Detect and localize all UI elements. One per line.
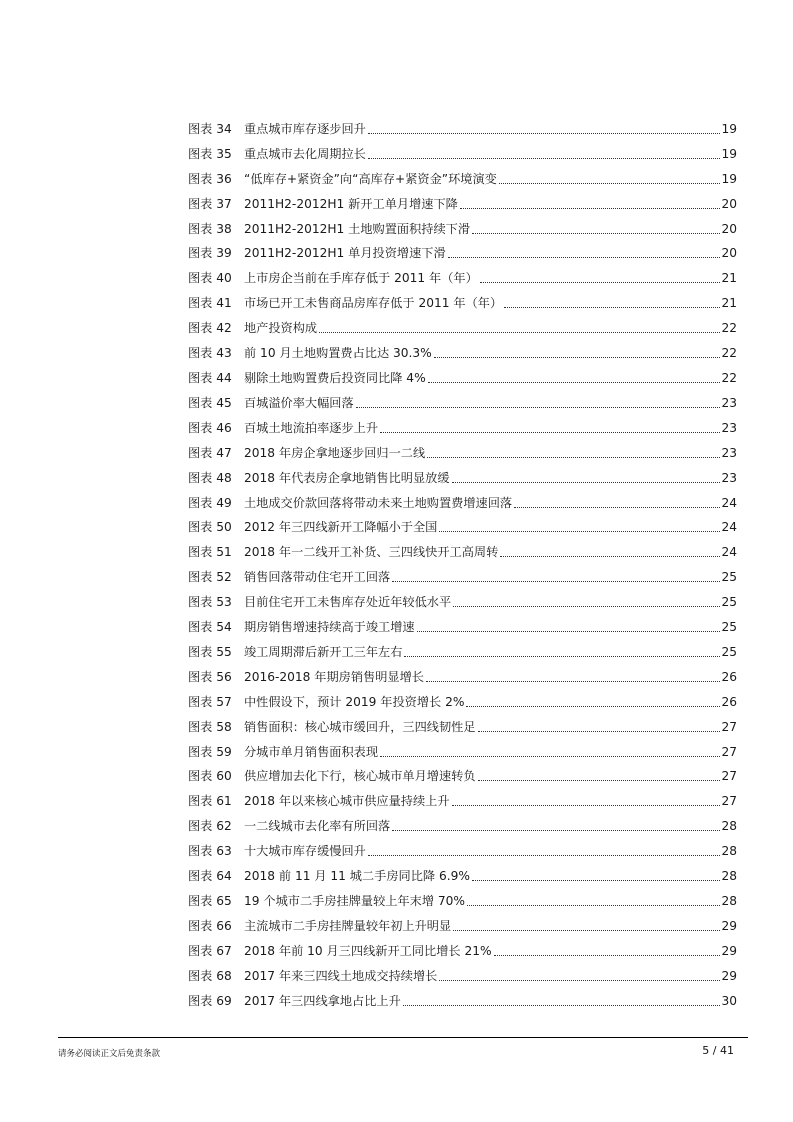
toc-leader-dots: [472, 232, 720, 234]
toc-entry-label: 图表 51: [188, 545, 232, 560]
toc-entry-label: 图表 54: [188, 620, 232, 635]
toc-entry-page: 19: [721, 146, 737, 161]
toc-entry[interactable]: [188, 137, 737, 162]
toc-entry-label: 图表 62: [188, 819, 232, 834]
toc-entry-label: 图表 68: [188, 968, 232, 983]
toc-leader-dots: [380, 431, 720, 433]
toc-leader-dots: [403, 1004, 721, 1006]
toc-entry-page: 23: [721, 445, 737, 460]
toc-entry-page: 29: [721, 918, 737, 933]
toc-leader-dots: [478, 779, 721, 781]
toc-leader-dots: [368, 854, 721, 856]
toc-entry[interactable]: [188, 809, 737, 834]
toc-entry[interactable]: [188, 112, 737, 137]
toc-entry[interactable]: [188, 735, 737, 760]
toc-leader-dots: [380, 755, 720, 757]
toc-entry-page: 24: [721, 520, 737, 535]
toc-entry[interactable]: [188, 834, 737, 859]
toc-entry-label: 图表 53: [188, 595, 232, 610]
toc-entry-label: 图表 40: [188, 271, 232, 286]
footer-disclaimer: 请务必阅读正文后免责条款: [58, 1049, 161, 1059]
toc-entry-title: 2018 年一二线开工补货、三四线快开工高周转: [244, 545, 499, 560]
toc-entry-page: 21: [721, 296, 737, 311]
toc-entry[interactable]: [188, 784, 737, 809]
toc-leader-dots: [460, 207, 721, 209]
toc-entry[interactable]: [188, 336, 737, 361]
toc-leader-dots: [514, 506, 720, 508]
toc-leader-dots: [439, 979, 720, 981]
toc-entry[interactable]: [188, 386, 737, 411]
toc-entry-label: 图表 44: [188, 370, 232, 385]
toc-entry-title: 供应增加去化下行，核心城市单月增速转负: [244, 769, 476, 784]
toc-entry[interactable]: [188, 760, 737, 785]
toc-entry-label: 图表 66: [188, 918, 232, 933]
toc-entry-page: 27: [721, 794, 737, 809]
toc-entry-label: 图表 43: [188, 346, 232, 361]
toc-entry-label: 图表 42: [188, 321, 232, 336]
toc-leader-dots: [499, 182, 721, 184]
toc-leader-dots: [319, 331, 720, 333]
toc-entry-page: 22: [721, 321, 737, 336]
toc-leader-dots: [428, 381, 721, 383]
toc-leader-dots: [467, 904, 721, 906]
toc-entry-title: 分城市单月销售面积表现: [244, 744, 379, 759]
toc-entry-title: 重点城市去化周期拉长: [244, 146, 366, 161]
toc-entry-title: 2017 年来三四线土地成交持续增长: [244, 968, 438, 983]
toc-entry-title: 重点城市库存逐步回升: [244, 121, 366, 136]
toc-entry-page: 24: [721, 545, 737, 560]
toc-leader-dots: [448, 256, 721, 258]
toc-entry-page: 22: [721, 370, 737, 385]
toc-entry-page: 25: [721, 595, 737, 610]
toc-entry-label: 图表 49: [188, 495, 232, 510]
toc-entry[interactable]: [188, 560, 737, 585]
toc-entry[interactable]: [188, 610, 737, 635]
toc-entry-page: 27: [721, 769, 737, 784]
toc-entry[interactable]: [188, 212, 737, 237]
toc-leader-dots: [480, 281, 721, 283]
toc-entry-title: 2018 年以来核心城市供应量持续上升: [244, 794, 450, 809]
toc-entry[interactable]: [188, 311, 737, 336]
toc-leader-dots: [426, 680, 720, 682]
toc-entry[interactable]: [188, 237, 737, 262]
toc-leader-dots: [434, 356, 721, 358]
toc-entry-title: 百城土地流拍率逐步上升: [244, 420, 379, 435]
toc-entry-page: 25: [721, 620, 737, 635]
toc-entry-title: 中性假设下，预计 2019 年投资增长 2%: [244, 694, 465, 709]
toc-entry-page: 26: [721, 694, 737, 709]
toc-entry-title: 十大城市库存缓慢回升: [244, 844, 366, 859]
toc-entry[interactable]: [188, 859, 737, 884]
toc-entry-label: 图表 50: [188, 520, 232, 535]
toc-entry-page: 19: [721, 171, 737, 186]
toc-entry[interactable]: [188, 585, 737, 610]
toc-entry-page: 22: [721, 346, 737, 361]
toc-entry-title: 2018 年前 10 月三四线新开工同比增长 21%: [244, 943, 492, 958]
toc-entry[interactable]: [188, 162, 737, 187]
toc-entry-label: 图表 48: [188, 470, 232, 485]
toc-entry[interactable]: [188, 884, 737, 909]
toc-entry[interactable]: [188, 486, 737, 511]
toc-entry-label: 图表 67: [188, 943, 232, 958]
toc-leader-dots: [417, 630, 721, 632]
toc-entry-label: 图表 61: [188, 794, 232, 809]
toc-entry-page: 30: [721, 993, 737, 1008]
toc-entry-title: 2011H2-2012H1 新开工单月增速下降: [244, 196, 458, 211]
toc-leader-dots: [368, 132, 721, 134]
toc-leader-dots: [504, 306, 720, 308]
toc-entry-title: 地产投资构成: [244, 321, 318, 336]
toc-entry-title: 前 10 月土地购置费占比达 30.3%: [244, 346, 432, 361]
toc-entry-title: 2018 年代表房企拿地销售比明显放缓: [244, 470, 450, 485]
toc-entry-title: 2011H2-2012H1 单月投资增速下滑: [244, 246, 446, 261]
footer-divider: [58, 1037, 748, 1038]
toc-entry-label: 图表 38: [188, 221, 232, 236]
toc-entry-label: 图表 56: [188, 669, 232, 684]
toc-entry-page: 27: [721, 719, 737, 734]
toc-entry-label: 图表 52: [188, 570, 232, 585]
toc-leader-dots: [453, 605, 720, 607]
toc-entry-title: 竣工周期滞后新开工三年左右: [244, 644, 403, 659]
toc-entry[interactable]: [188, 984, 737, 1009]
toc-entry-label: 图表 69: [188, 993, 232, 1008]
toc-entry-label: 图表 57: [188, 694, 232, 709]
toc-entry-label: 图表 63: [188, 844, 232, 859]
toc-entry-label: 图表 35: [188, 146, 232, 161]
toc-entry-page: 26: [721, 669, 737, 684]
toc-entry-title: 市场已开工未售商品房库存低于 2011 年（年）: [244, 296, 503, 311]
toc-entry[interactable]: [188, 710, 737, 735]
toc-entry-label: 图表 46: [188, 420, 232, 435]
toc-entry-label: 图表 60: [188, 769, 232, 784]
toc-entry[interactable]: [188, 660, 737, 685]
toc-entry-title: 销售面积：核心城市缓回升，三四线韧性足: [244, 719, 476, 734]
toc-entry[interactable]: [188, 436, 737, 461]
toc-entry-title: 目前住宅开工未售库存处近年较低水平: [244, 595, 452, 610]
page-number: 5 / 41: [702, 1044, 734, 1057]
toc-entry-label: 图表 64: [188, 869, 232, 884]
toc-entry-label: 图表 55: [188, 644, 232, 659]
toc-entry-page: 25: [721, 570, 737, 585]
toc-entry-title: 土地成交价款回落将带动未来土地购置费增速回落: [244, 495, 513, 510]
toc-leader-dots: [500, 555, 720, 557]
toc-entry-label: 图表 37: [188, 196, 232, 211]
toc-entry-page: 28: [721, 844, 737, 859]
toc-entry[interactable]: [188, 187, 737, 212]
toc-entry-page: 27: [721, 744, 737, 759]
toc-leader-dots: [427, 456, 720, 458]
toc-entry-title: 2011H2-2012H1 土地购置面积持续下滑: [244, 221, 471, 236]
toc-leader-dots: [494, 954, 721, 956]
toc-entry-page: 29: [721, 943, 737, 958]
toc-entry-page: 20: [721, 196, 737, 211]
toc-entry-title: 期房销售增速持续高于竣工增速: [244, 620, 415, 635]
toc-entry[interactable]: [188, 261, 737, 286]
toc-entry-title: 2012 年三四线新开工降幅小于全国: [244, 520, 438, 535]
toc-entry-page: 28: [721, 819, 737, 834]
toc-leader-dots: [478, 730, 721, 732]
toc-entry-page: 25: [721, 644, 737, 659]
toc-leader-dots: [404, 655, 720, 657]
toc-entry-label: 图表 47: [188, 445, 232, 460]
toc-entry-title: 百城溢价率大幅回落: [244, 395, 354, 410]
toc-entry[interactable]: [188, 461, 737, 486]
toc-leader-dots: [439, 530, 720, 532]
toc-leader-dots: [356, 406, 721, 408]
toc-entry-label: 图表 59: [188, 744, 232, 759]
figure-index-list: [188, 112, 737, 1009]
toc-entry-page: 23: [721, 395, 737, 410]
toc-leader-dots: [392, 580, 720, 582]
toc-entry[interactable]: [188, 635, 737, 660]
toc-leader-dots: [368, 157, 721, 159]
toc-entry-title: 2018 前 11 月 11 城二手房同比降 6.9%: [244, 869, 470, 884]
toc-entry-title: 剔除土地购置费后投资同比降 4%: [244, 370, 426, 385]
toc-entry-title: 主流城市二手房挂牌量较年初上升明显: [244, 918, 452, 933]
toc-entry-title: 2018 年房企拿地逐步回归一二线: [244, 445, 426, 460]
toc-entry-title: 2016-2018 年期房销售明显增长: [244, 669, 424, 684]
toc-leader-dots: [472, 879, 721, 881]
toc-entry-title: 上市房企当前在手库存低于 2011 年（年）: [244, 271, 478, 286]
toc-entry-title: 19 个城市二手房挂牌量较上年末增 70%: [244, 894, 465, 908]
toc-entry[interactable]: [188, 535, 737, 560]
toc-entry-title: 销售回落带动住宅开工回落: [244, 570, 391, 585]
toc-leader-dots: [392, 829, 720, 831]
toc-entry-title: 2017 年三四线拿地占比上升: [244, 993, 401, 1008]
toc-entry[interactable]: [188, 959, 737, 984]
toc-entry[interactable]: [188, 511, 737, 536]
toc-leader-dots: [452, 804, 721, 806]
toc-leader-dots: [453, 929, 720, 931]
toc-entry-label: 图表 58: [188, 719, 232, 734]
toc-entry[interactable]: [188, 909, 737, 934]
toc-entry-page: 21: [721, 271, 737, 286]
toc-entry[interactable]: [188, 685, 737, 710]
toc-entry[interactable]: [188, 286, 737, 311]
toc-entry-label: 图表 39: [188, 246, 232, 261]
toc-entry-label: 图表 41: [188, 296, 232, 311]
toc-entry[interactable]: [188, 934, 737, 959]
toc-leader-dots: [466, 705, 720, 707]
toc-entry-page: 19: [721, 121, 737, 136]
toc-entry-title: 一二线城市去化率有所回落: [244, 819, 391, 834]
toc-entry-page: 20: [721, 246, 737, 261]
toc-entry-page: 23: [721, 470, 737, 485]
toc-entry-page: 23: [721, 420, 737, 435]
toc-entry-page: 20: [721, 221, 737, 236]
toc-entry-page: 24: [721, 495, 737, 510]
toc-entry[interactable]: [188, 411, 737, 436]
toc-entry-label: 图表 45: [188, 395, 232, 410]
toc-entry-page: 29: [721, 968, 737, 983]
toc-leader-dots: [452, 481, 721, 483]
toc-entry-label: 图表 36: [188, 171, 232, 186]
toc-entry-label: 图表 34: [188, 121, 232, 136]
toc-entry-page: 28: [721, 869, 737, 884]
toc-entry-page: 28: [721, 894, 737, 908]
toc-entry-label: 图表 65: [188, 894, 232, 908]
toc-entry[interactable]: [188, 361, 737, 386]
toc-entry-title: “低库存+紧资金”向“高库存+紧资金”环境演变: [244, 171, 497, 186]
